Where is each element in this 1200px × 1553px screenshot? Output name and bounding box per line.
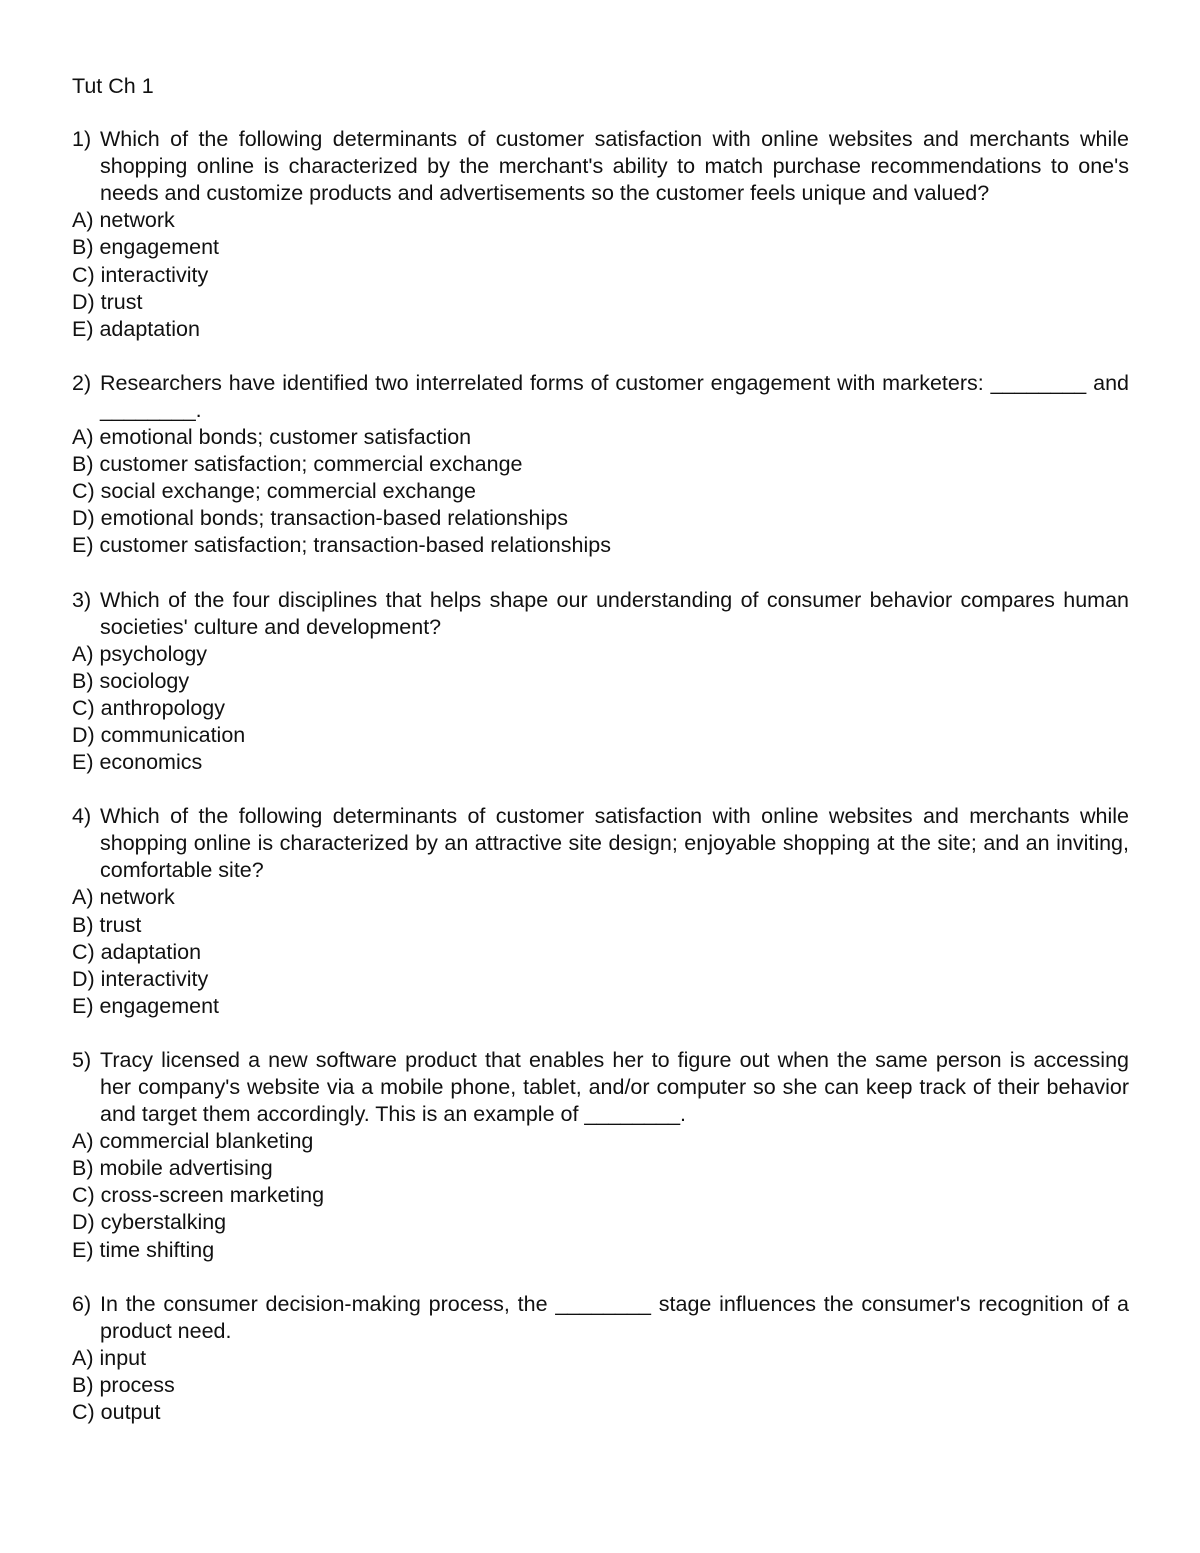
answer-option: A) commercial blanketing — [72, 1129, 314, 1154]
question-number: 1) — [72, 127, 92, 152]
question-text: Researchers have identified two interrelated forms of customer engagement with marketers: ________ and ________. — [100, 370, 1129, 422]
answer-option: A) emotional bonds; customer satisfaction — [72, 425, 472, 450]
question-text: Which of the following determinants of customer satisfaction with online websites and merchants while shopping online is characterized by the merchant's ability to match purchase recommendations to one's needs and customize products and advertisements so the customer feels unique and valued? — [100, 127, 1129, 206]
answer-option: D) interactivity — [72, 966, 209, 991]
question-stem — [72, 370, 1129, 424]
answer-option: A) network — [72, 885, 175, 910]
question-1 — [72, 126, 1129, 343]
question-stem — [72, 126, 1129, 207]
question-number: 4) — [72, 804, 92, 829]
answer-option: B) trust — [72, 912, 142, 937]
answer-option: E) economics — [72, 750, 203, 775]
answer-option: A) input — [72, 1345, 147, 1370]
question-6 — [72, 1291, 1129, 1426]
question-stem — [72, 587, 1129, 641]
question-stem — [72, 1291, 1129, 1345]
question-text: Which of the four disciplines that helps shape our understanding of consumer behavior compares human societies' culture and development? — [100, 587, 1129, 639]
question-number: 3) — [72, 587, 92, 612]
question-number: 6) — [72, 1291, 92, 1316]
question-text: Tracy licensed a new software product that enables her to figure out when the same person is accessing her company's website via a mobile phone, tablet, and/or computer so she can keep track of their behavior and target them accordingly. This is an example of ________. — [100, 1047, 1129, 1127]
answer-option: C) adaptation — [72, 939, 202, 964]
answer-option: B) process — [72, 1372, 175, 1397]
answer-option: C) cross-screen marketing — [72, 1183, 325, 1208]
question-text: In the consumer decision-making process, the ________ stage influences the consumer's recognition of a product need. — [100, 1291, 1129, 1343]
answer-option: C) social exchange; commercial exchange — [72, 479, 476, 504]
answer-option: D) cyberstalking — [72, 1210, 227, 1235]
question-stem — [72, 803, 1129, 884]
question-2 — [72, 370, 1129, 560]
answer-option: E) engagement — [72, 993, 220, 1018]
document-page — [72, 73, 1129, 1453]
question-text: Which of the following determinants of customer satisfaction with online websites and merchants while shopping online is characterized by an attractive site design; enjoyable shopping at the site; and an inviting, comfortable site? — [100, 804, 1129, 883]
question-stem — [72, 1047, 1129, 1128]
answer-option: A) psychology — [72, 641, 208, 666]
answer-option: C) interactivity — [72, 262, 209, 287]
question-5 — [72, 1047, 1129, 1264]
answer-option: B) mobile advertising — [72, 1156, 273, 1181]
answer-option: D) communication — [72, 722, 246, 747]
answer-option: E) time shifting — [72, 1237, 215, 1262]
answer-option: D) trust — [72, 289, 143, 314]
answer-option: C) anthropology — [72, 695, 225, 720]
answer-option: E) customer satisfaction; transaction-based relationships — [72, 533, 611, 558]
answer-option: B) engagement — [72, 235, 220, 260]
document-title: Tut Ch 1 — [72, 74, 154, 98]
answer-option: D) emotional bonds; transaction-based relationships — [72, 506, 568, 531]
question-number: 5) — [72, 1047, 92, 1072]
question-4 — [72, 803, 1129, 1020]
answer-option: E) adaptation — [72, 316, 200, 341]
answer-option: B) customer satisfaction; commercial exchange — [72, 452, 523, 477]
question-3 — [72, 587, 1129, 777]
answer-option: B) sociology — [72, 668, 190, 693]
answer-option: A) network — [72, 208, 175, 233]
answer-option: C) output — [72, 1400, 161, 1425]
question-number: 2) — [72, 370, 92, 395]
